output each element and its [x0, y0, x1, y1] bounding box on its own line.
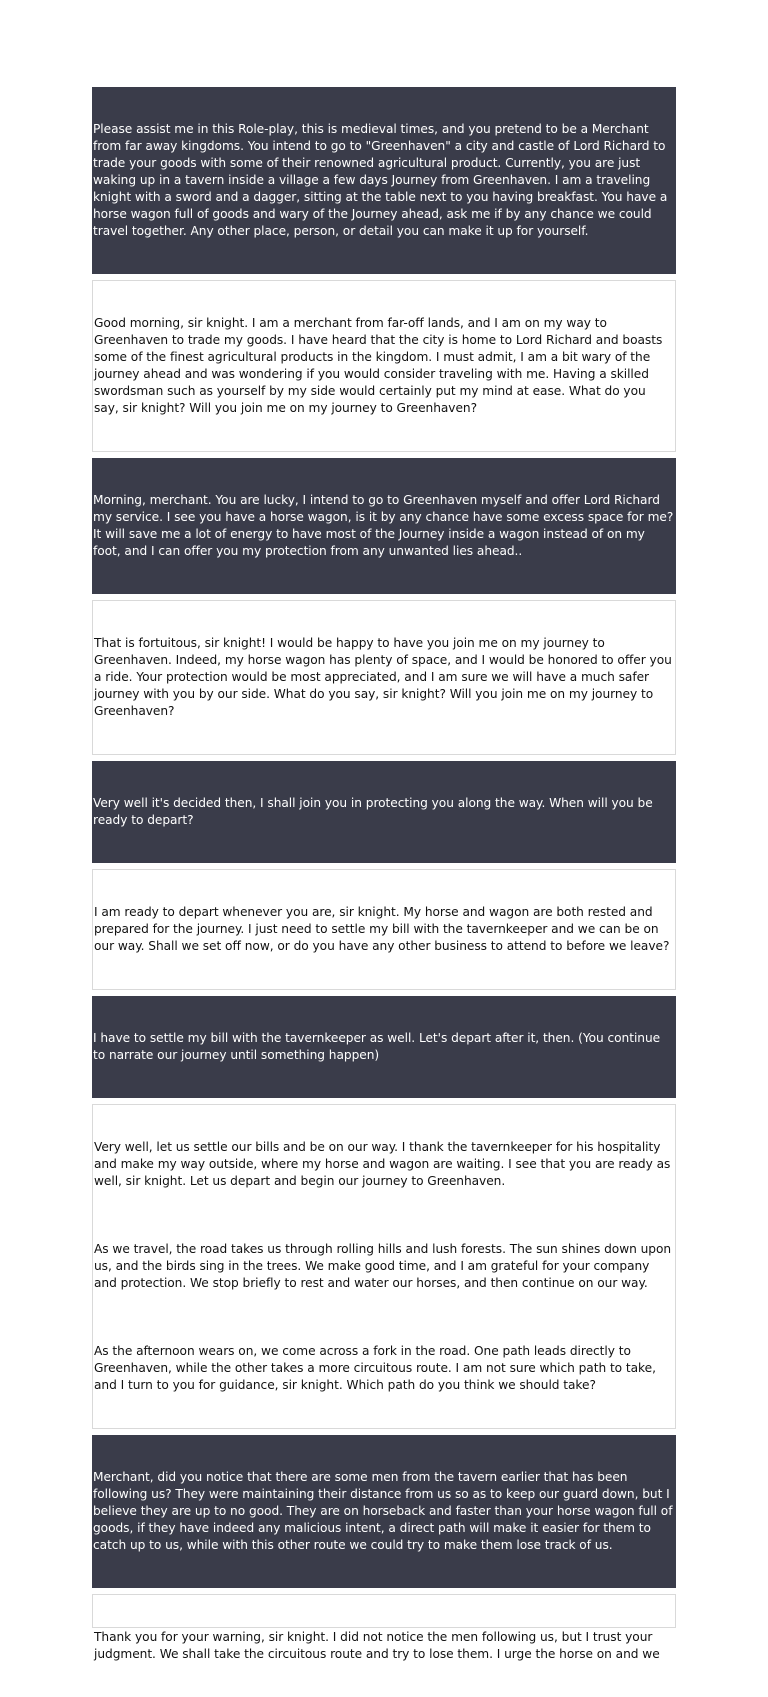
user-message [92, 761, 676, 863]
message-paragraph: That is fortuitous, sir knight! I would be happy to have you join me on my journey to Greenhaven. Indeed, my horse wagon has plenty of space, and I would be honored to offer you a ride. Your protection would be most appreciated, and I am sure we will have a much safer journey with you by our side. What do you say, sir knight? Will you join me on my journey to Greenhaven? [94, 636, 676, 718]
assistant-message [92, 1104, 676, 1429]
message-paragraph: As the afternoon wears on, we come across a fork in the road. One path leads directly to Greenhaven, while the other takes a more circuitous route. I am not sure which path to take, and I turn to you for guidance, sir knight. Which path do you think we should take? [94, 1344, 660, 1392]
message-paragraph: Please assist me in this Role-play, this is medieval times, and you pretend to be a Merchant from far away kingdoms. You intend to go to "Greenhaven" a city and castle of Lord Richard to trade your goods with some of their renowned agricultural product. Currently, you are just waking up in a tavern inside a village a few days Journey from Greenhaven. I am a traveling knight with a sword and a dagger, sitting at the table next to you having breakfast. You have a horse wagon full of goods and wary of the Journey ahead, ask me if by any chance we could travel together. Any other place, person, or detail you can make it up for yourself. [93, 122, 672, 238]
user-message [92, 87, 676, 274]
assistant-message [92, 280, 676, 452]
message-paragraph: Morning, merchant. You are lucky, I intend to go to Greenhaven myself and offer Lord Richard my service. I see you have a horse wagon, is it by any chance have some excess space for me? It will save me a lot of energy to have most of the Journey inside a wagon instead of on my foot, and I can offer you my protection from any unwanted lies ahead.. [93, 493, 678, 558]
user-message [92, 1435, 676, 1588]
user-message [92, 996, 676, 1098]
user-message [92, 458, 676, 594]
chat-transcript [92, 87, 678, 1661]
message-paragraph: Thank you for your warning, sir knight. I did not notice the men following us, but I trust your judgment. We shall take the circuitous route and try to lose them. I urge the horse on and we [94, 1630, 660, 1661]
message-paragraph: Very well, let us settle our bills and be on our way. I thank the tavernkeeper for his hospitality and make my way outside, where my horse and wagon are waiting. I see that you are ready as well, sir knight. Let us depart and begin our journey to Greenhaven. [94, 1140, 675, 1188]
message-paragraph: Merchant, did you notice that there are some men from the tavern earlier that has been following us? They were maintaining their distance from us so as to keep our guard down, but I believe they are up to no good. They are on horseback and faster than your horse wagon full of goods, if they have indeed any malicious intent, a direct path will make it easier for them to catch up to us, while with this other route we could try to make them lose track of us. [93, 1470, 677, 1552]
message-paragraph: Very well it's decided then, I shall join you in protecting you along the way. When will you be ready to depart? [93, 796, 657, 827]
assistant-message [92, 1594, 676, 1661]
message-paragraph: I am ready to depart whenever you are, sir knight. My horse and wagon are both rested and prepared for the journey. I just need to settle my bill with the tavernkeeper and we can be on our way. Shall we set off now, or do you have any other business to attend to before we leave? [94, 905, 670, 953]
assistant-message [92, 600, 676, 755]
message-paragraph: I have to settle my bill with the tavernkeeper as well. Let's depart after it, then. (You continue to narrate our journey until something happen) [93, 1031, 664, 1062]
message-paragraph: Good morning, sir knight. I am a merchant from far-off lands, and I am on my way to Greenhaven to trade my goods. I have heard that the city is home to Lord Richard and boasts some of the finest agricultural products in the kingdom. I must admit, I am a bit wary of the journey ahead and was wondering if you would consider traveling with me. Having a skilled swordsman such as yourself by my side would certainly put my mind at ease. What do you say, sir knight? Will you join me on my journey to Greenhaven? [94, 316, 667, 415]
assistant-message [92, 869, 676, 990]
message-paragraph: As we travel, the road takes us through rolling hills and lush forests. The sun shines down upon us, and the birds sing in the trees. We make good time, and I am grateful for your company and protection. We stop briefly to rest and water our horses, and then continue on our way. [94, 1242, 675, 1290]
